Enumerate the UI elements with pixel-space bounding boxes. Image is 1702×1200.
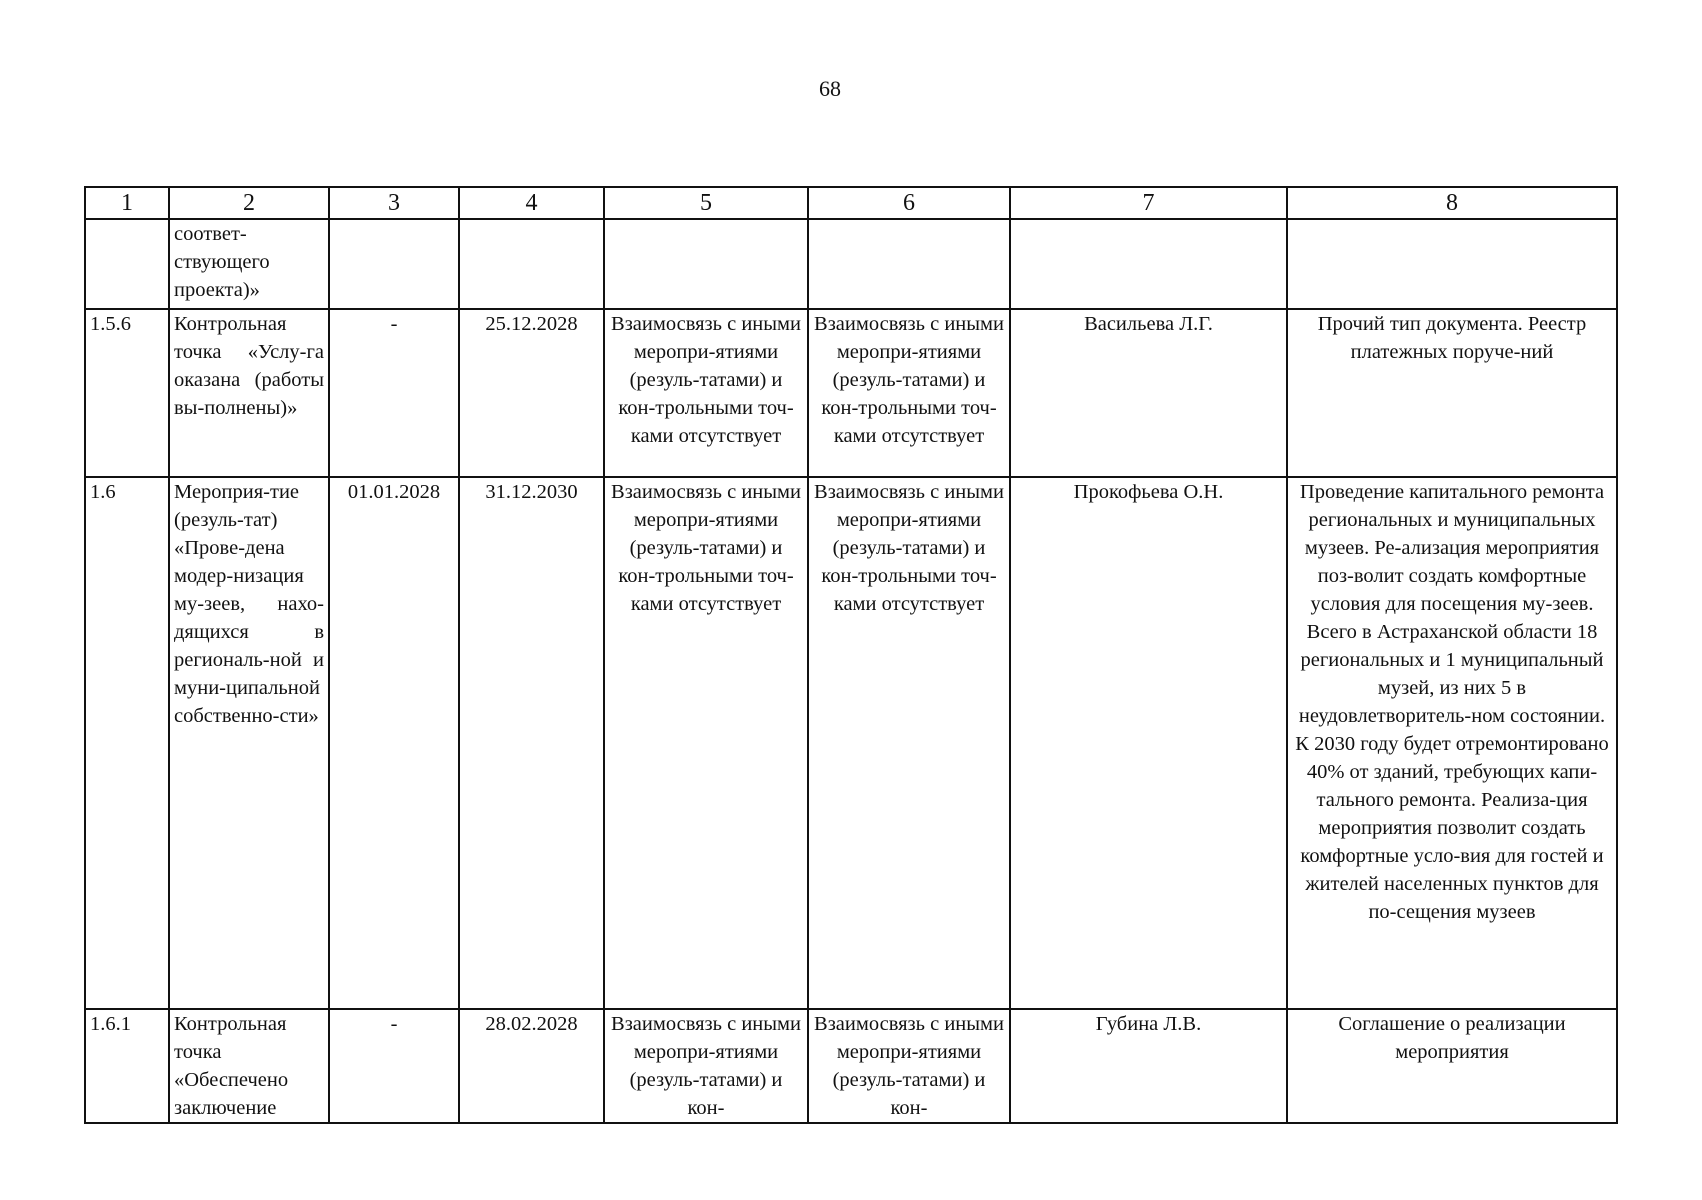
column-header: 4	[459, 187, 604, 219]
column-header: 1	[85, 187, 169, 219]
column-header: 7	[1010, 187, 1287, 219]
column-header: 3	[329, 187, 459, 219]
row-responsible: Васильева Л.Г.	[1010, 309, 1287, 477]
row-start-date: -	[329, 1009, 459, 1123]
page-number: 68	[819, 76, 841, 101]
row-number: 1.6.1	[85, 1009, 169, 1123]
row-end-date: 28.02.2028	[459, 1009, 604, 1123]
row-end-date: 25.12.2028	[459, 309, 604, 477]
row-col5: Взаимосвязь с иными меропри-ятиями (резуль-татами) и кон-	[604, 1009, 808, 1123]
row-number: 1.5.6	[85, 309, 169, 477]
column-header: 5	[604, 187, 808, 219]
row-col6	[808, 219, 1010, 309]
row-end-date: 31.12.2030	[459, 477, 604, 1009]
plan-table	[84, 186, 1618, 1124]
table-row	[85, 477, 1617, 1009]
table-row	[85, 219, 1617, 309]
table-row	[85, 309, 1617, 477]
row-col5: Взаимосвязь с иными меропри-ятиями (резуль-татами) и кон-трольными точ-ками отсутствует	[604, 309, 808, 477]
table-header-row	[85, 187, 1617, 219]
row-description: Прочий тип документа. Реестр платежных поруче-ний	[1287, 309, 1617, 477]
row-col6: Взаимосвязь с иными меропри-ятиями (резуль-татами) и кон-трольными точ-ками отсутствует	[808, 477, 1010, 1009]
column-header: 2	[169, 187, 329, 219]
row-number	[85, 219, 169, 309]
column-header: 8	[1287, 187, 1617, 219]
row-responsible: Прокофьева О.Н.	[1010, 477, 1287, 1009]
row-col6: Взаимосвязь с иными меропри-ятиями (резуль-татами) и кон-трольными точ-ками отсутствует	[808, 309, 1010, 477]
column-header: 6	[808, 187, 1010, 219]
row-end-date	[459, 219, 604, 309]
row-start-date: 01.01.2028	[329, 477, 459, 1009]
row-col5	[604, 219, 808, 309]
row-col5: Взаимосвязь с иными меропри-ятиями (резуль-татами) и кон-трольными точ-ками отсутствует	[604, 477, 808, 1009]
row-start-date: -	[329, 309, 459, 477]
row-description: Соглашение о реализации мероприятия	[1287, 1009, 1617, 1123]
row-name: Контрольная точка «Обеспечено заключение	[169, 1009, 329, 1123]
table-row	[85, 1009, 1617, 1123]
row-description	[1287, 219, 1617, 309]
row-description: Проведение капитального ремонта региональных и муниципальных музеев. Ре-ализация мероприятия поз-волит создать комфортные условия для посещения му-зеев. Всего в Астраханской области 18 региональных и 1 муниципальный музей, из них 5 в неудовлетворитель-ном состоянии. К 2030 году будет отремонтировано 40% от зданий, требующих капи-тального ремонта. Реализа-ция мероприятия позволит создать комфортные усло-вия для гостей и жителей населенных пунктов для по-сещения музеев	[1287, 477, 1617, 1009]
row-col6: Взаимосвязь с иными меропри-ятиями (резуль-татами) и кон-	[808, 1009, 1010, 1123]
row-responsible	[1010, 219, 1287, 309]
row-start-date	[329, 219, 459, 309]
row-name: соответ- ствующего проекта)»	[169, 219, 329, 309]
row-name: Контрольная точка «Услу-га оказана (работы вы-полнены)»	[169, 309, 329, 477]
row-number: 1.6	[85, 477, 169, 1009]
row-name: Мероприя-тие (резуль-тат) «Прове-дена модер-низация му-зеев, нахо-дящихся в региональ-ной и муни-ципальной собственно-сти»	[169, 477, 329, 1009]
row-responsible: Губина Л.В.	[1010, 1009, 1287, 1123]
